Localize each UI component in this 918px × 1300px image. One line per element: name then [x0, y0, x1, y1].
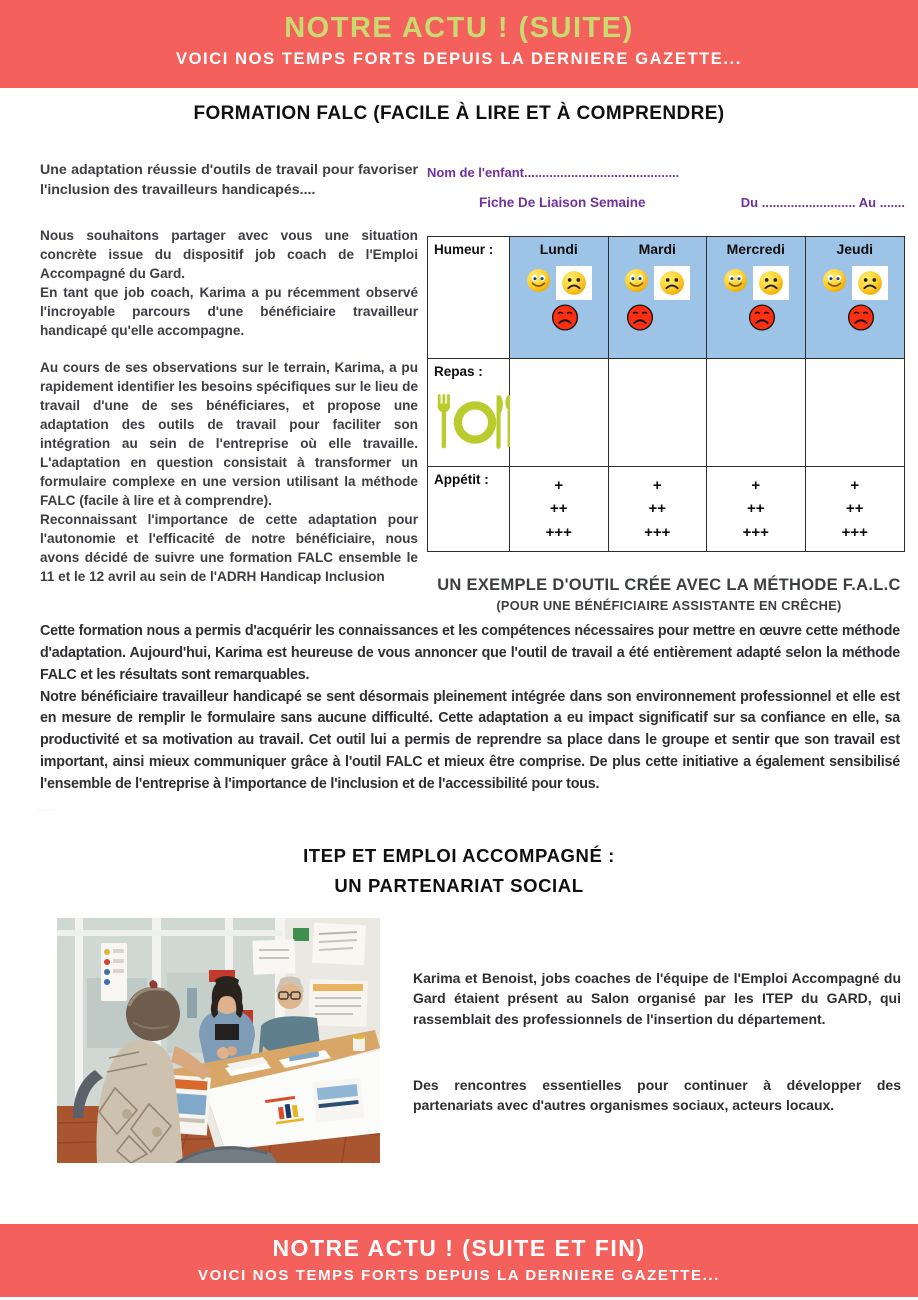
angry-face-icon — [748, 304, 775, 336]
appetit-cell-mercredi — [707, 467, 806, 551]
appetit-plus-plus: ++ — [746, 500, 765, 518]
appetit-plus-plus-plus: +++ — [545, 523, 572, 541]
salon-photo — [57, 918, 380, 1163]
top-banner — [0, 0, 918, 88]
itep-title-line1: ITEP ET EMPLOI ACCOMPAGNÉ : — [303, 845, 615, 866]
itep-paragraph-2: Des rencontres essentielles pour continuer à développer des partenariats avec d'autres organismes sociaux, acteurs locaux. — [413, 1076, 901, 1114]
falc-paragraph-1b: En tant que job coach, Karima a pu récemment observé l'incroyable parcours d'une bénéficiaire travailleur handicapé qu'elle accompagne. — [40, 285, 418, 339]
form-sheet-title: Fiche De Liaison Semaine — [479, 195, 646, 210]
top-banner-title: NOTRE ACTU ! (SUITE) — [284, 12, 634, 44]
bottom-banner-subtitle: VOICI NOS TEMPS FORTS DEPUIS LA DERNIERE GAZETTE... — [198, 1267, 720, 1284]
falc-intro: Une adaptation réussie d'outils de travail pour favoriser l'inclusion des travailleurs handicapés.... — [40, 162, 418, 199]
plate-cutlery-icon — [436, 393, 509, 455]
falc-paragraph-2 — [40, 358, 418, 586]
repas-label-text: Repas : — [434, 364, 483, 379]
humeur-cell-mercredi — [707, 237, 806, 359]
happy-face-icon — [526, 268, 551, 298]
happy-face-icon — [624, 268, 649, 298]
falc-left-column — [40, 160, 418, 603]
falc-form-image — [427, 165, 905, 552]
day-label-lundi: Lundi — [539, 241, 578, 257]
falc-paragraph-2b: Reconnaissant l'importance de cette adaptation pour l'autonomie et l'efficacité de notre bénéficiaire, nous avons décidé de suivre une formation FALC ensemble le 11 et le 12 avril au sein de l'ADRH Handicap Inclusion — [40, 511, 418, 584]
appetit-plus-plus: ++ — [648, 500, 667, 518]
angry-face-icon — [551, 304, 578, 336]
falc-section-title: FORMATION FALC (FACILE À LIRE ET À COMPRENDRE) — [193, 103, 725, 124]
liaison-table — [427, 236, 905, 552]
itep-text-column — [413, 968, 901, 1115]
appetit-cell-jeudi — [806, 467, 905, 551]
sad-face-icon — [753, 266, 789, 300]
itep-paragraph-1: Karima et Benoist, jobs coaches de l'équipe de l'Emploi Accompagné du Gard étaient présent au Salon organisé par les ITEP du GARD, qui rassemblait des professionnels de l'insertion du département. — [413, 970, 901, 1027]
form-child-name-line: Nom de l'enfant........................................... — [427, 165, 680, 180]
salon-photo-illustration — [57, 918, 380, 1163]
repas-cell-mardi — [609, 359, 708, 467]
humeur-cell-jeudi — [806, 237, 905, 359]
happy-face-icon — [822, 268, 847, 298]
repas-cell-lundi — [510, 359, 609, 467]
row-label-humeur: Humeur : — [428, 237, 510, 359]
appetit-plus: + — [751, 477, 761, 494]
body-paragraph-1: Cette formation nous a permis d'acquérir les connaissances et les compétences nécessaires pour mettre en œuvre cette méthode d'adaptation. Aujourd'hui, Karima est heureuse de vous annoncer que l'outil de travail a été entièrement adapté selon la méthode FALC et les résultats sont remarquables. — [40, 623, 900, 683]
day-label-mercredi: Mercredi — [726, 241, 785, 257]
appetit-plus-plus: ++ — [549, 500, 568, 518]
humeur-cell-mardi — [609, 237, 708, 359]
day-label-jeudi: Jeudi — [836, 241, 874, 257]
itep-title-line2: UN PARTENARIAT SOCIAL — [334, 874, 584, 896]
appetit-cell-mardi — [609, 467, 708, 551]
appetit-plus: + — [850, 477, 860, 494]
falc-paragraph-2a: Au cours de ses observations sur le terrain, Karima, a pu rapidement identifier les besoins spécifiques sur le lieu de travail d'une de ses bénéficiares, et propose une adaptation des outils de travail pour faciliter son intégration au sein de l'entreprise où elle travaille. L'adaptation en question consistait à transformer un formulaire complexe en une version utilisant la méthode FALC (facile à lire et à comprendre). — [40, 359, 418, 508]
row-label-repas — [428, 359, 510, 467]
day-label-mardi: Mardi — [638, 241, 676, 257]
happy-face-icon — [723, 268, 748, 298]
bottom-banner — [0, 1224, 918, 1297]
sad-face-icon — [852, 266, 888, 300]
angry-face-icon — [847, 304, 874, 336]
angry-face-icon — [626, 304, 653, 336]
itep-section-title — [0, 841, 918, 900]
appetit-cell-lundi — [510, 467, 609, 551]
form-caption — [420, 576, 918, 613]
appetit-plus-plus-plus: +++ — [841, 523, 868, 541]
falc-paragraph-1a: Nous souhaitons partager avec vous une situation concrète issue du dispositif job coach de l'Emploi Accompagné du Gard. — [40, 228, 418, 282]
faint-watermark: ····· — [38, 806, 57, 815]
bottom-banner-title: NOTRE ACTU ! (SUITE ET FIN) — [272, 1235, 646, 1261]
appetit-plus: + — [652, 477, 662, 494]
appetit-plus: + — [554, 477, 564, 494]
sad-face-icon — [556, 266, 592, 300]
form-date-line: Du .......................... Au ....... — [740, 195, 905, 210]
body-paragraph-2: Notre bénéficiaire travailleur handicapé se sent désormais pleinement intégrée dans son environnement professionnel et elle est en mesure de remplir le formulaire sans aucune difficulté. Cette adaptation a eu impact significatif sur sa confiance en elle, sa productivité et sa motivation au travail. Cet outil lui a permis de reprendre sa place dans le groupe et sentir que son travail est important, ainsi mieux communiquer grâce à l'outil FALC et mieux être comprise. De plus cette initiative a également sensibilisé l'ensemble de l'entreprise à l'importance de l'inclusion et de l'accessibilité pour tous. — [40, 688, 900, 793]
falc-body-text — [40, 621, 900, 796]
appetit-plus-plus-plus: +++ — [742, 523, 769, 541]
top-banner-subtitle: VOICI NOS TEMPS FORTS DEPUIS LA DERNIERE GAZETTE... — [176, 50, 742, 68]
repas-cell-jeudi — [806, 359, 905, 467]
repas-cell-mercredi — [707, 359, 806, 467]
appetit-plus-plus: ++ — [845, 500, 864, 518]
sad-face-icon — [654, 266, 690, 300]
falc-paragraph-1 — [40, 226, 418, 340]
appetit-plus-plus-plus: +++ — [644, 523, 671, 541]
row-label-appetit: Appétit : — [428, 467, 510, 551]
humeur-cell-lundi — [510, 237, 609, 359]
form-caption-line2: (POUR UNE BÉNÉFICIAIRE ASSISTANTE EN CRÊCHE) — [496, 598, 842, 613]
form-caption-line1: UN EXEMPLE D'OUTIL CRÉE AVEC LA MÉTHODE F.A.L.C — [437, 576, 901, 594]
